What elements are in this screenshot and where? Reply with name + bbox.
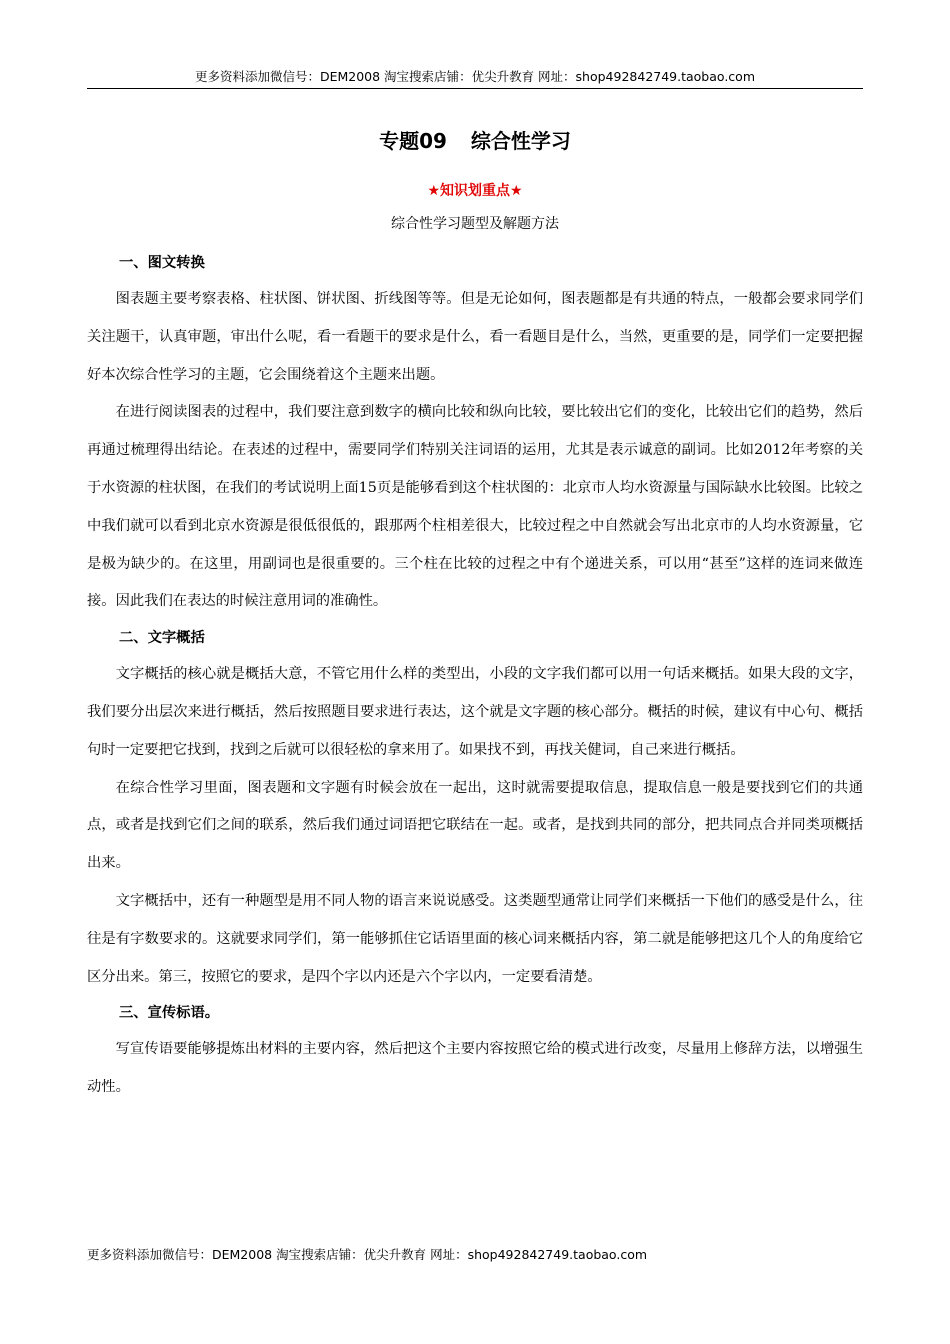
page-header: 更多资料添加微信号：DEM2008 淘宝搜索店铺：优尖升教育 网址：shop492842749.taobao.com <box>194 69 756 84</box>
paragraph: 写宣传语要能够提炼出材料的主要内容，然后把这个主要内容按照它给的模式进行改变，尽量用上修辞方法，以增强生动性。 <box>87 1041 863 1096</box>
page-footer: 更多资料添加微信号：DEM2008 淘宝搜索店铺：优尖升教育 网址：shop492842749.taobao.com <box>87 1247 648 1262</box>
section-heading: 一、图文转换 <box>119 255 205 271</box>
title-number: 专题09 <box>379 129 447 153</box>
paragraph: 在进行阅读图表的过程中，我们要注意到数字的横向比较和纵向比较，要比较出它们的变化，比较出它们的趋势，然后再通过梳理得出结论。在表述的过程中，需要同学们特别关注词语的运用，尤其是表示诚意的副词。比如2012年考察的关于水资源的柱状图，在我们的考试说明上面15页是能够看到这个柱状图的：北京市人均水资源量与国际缺水比较图。比较之中我们就可以看到北京水资源是很低很低的，跟那两个柱相差很大，比较过程之中自然就会写出北京市的人均水资源量，它是极为缺少的。在这里，用副词也是很重要的。三个柱在比较的过程之中有个递进关系，可以用“甚至”这样的连词来做连接。因此我们在表达的时候注意用词的准确性。 <box>87 404 863 610</box>
subtitle: 综合性学习题型及解题方法 <box>391 216 559 232</box>
paragraph: 文字概括的核心就是概括大意，不管它用什么样的类型出，小段的文字我们都可以用一句话来概括。如果大段的文字，我们要分出层次来进行概括，然后按照题目要求进行表达，这个就是文字题的核心部分。概括的时候，建议有中心句、概括句时一定要把它找到，找到之后就可以很轻松的拿来用了。如果找不到，再找关健词，自己来进行概括。 <box>87 666 863 758</box>
paragraph: 图表题主要考察表格、柱状图、饼状图、折线图等等。但是无论如何，图表题都是有共通的特点，一般都会要求同学们关注题干，认真审题，审出什么呢，看一看题干的要求是什么，看一看题目是什么，当然，更重要的是，同学们一定要把握好本次综合性学习的主题，它会围绕着这个主题来出题。 <box>87 291 863 383</box>
page-title <box>87 127 863 155</box>
paragraph: 在综合性学习里面，图表题和文字题有时候会放在一起出，这时就需要提取信息，提取信息一般是要找到它们的共通点，或者是找到它们之间的联系，然后我们通过词语把它联结在一起。或者，是找到共同的部分，把共同点合并同类项概括出来。 <box>87 779 863 872</box>
header-divider <box>87 88 863 89</box>
key-points-banner: ★知识划重点★ <box>427 183 523 199</box>
document-body <box>87 246 863 1107</box>
title-name: 综合性学习 <box>470 129 571 153</box>
section-heading: 二、文字概括 <box>119 630 205 647</box>
paragraph: 文字概括中，还有一种题型是用不同人物的语言来说说感受。这类题型通常让同学们来概括一下他们的感受是什么，往往是有字数要求的。这就要求同学们，第一能够抓住它话语里面的核心词来概括内容，第二就是能够把这几个人的角度给它区分出来。第三，按照它的要求，是四个字以内还是六个字以内，一定要看清楚。 <box>87 892 863 985</box>
section-heading: 三、宣传标语。 <box>119 1005 220 1022</box>
